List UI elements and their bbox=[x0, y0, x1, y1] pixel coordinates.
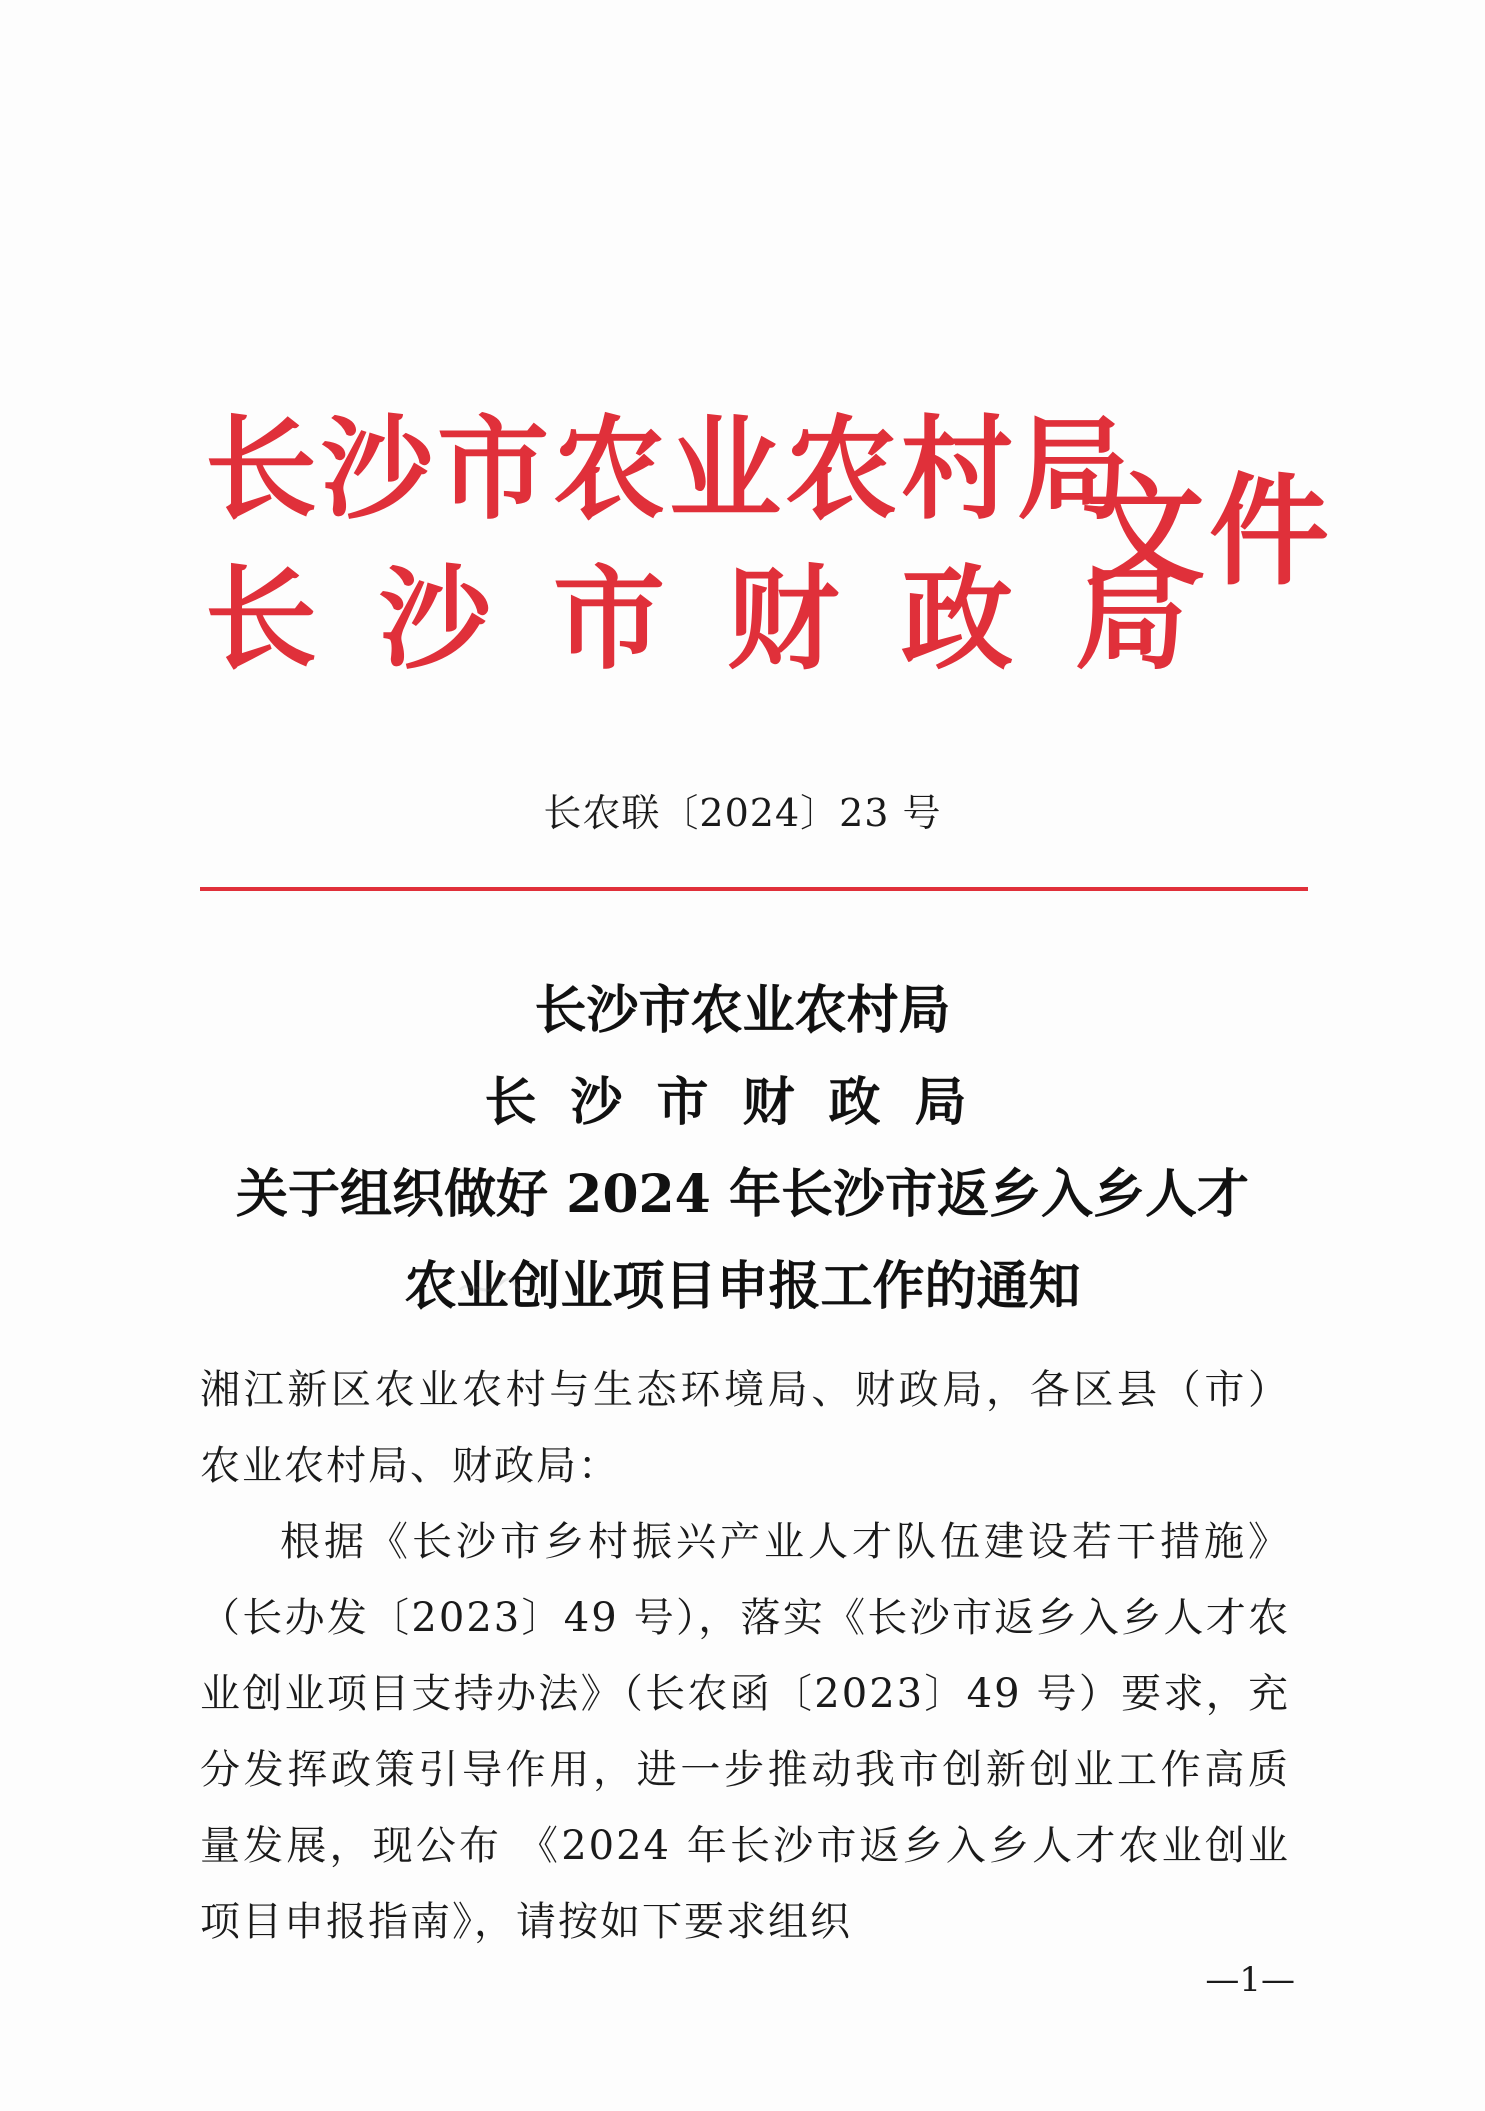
title-issuer-finance: 长沙市财政局 bbox=[484, 1072, 1001, 1133]
masthead-issuer-agriculture: 长沙市农业农村局 bbox=[205, 404, 1133, 535]
page-number: —1— bbox=[1205, 1960, 1295, 2000]
masthead-issuer-finance: 长沙市财政局 bbox=[205, 554, 1249, 685]
document-title bbox=[0, 965, 1485, 1333]
body-paragraph-1: 根据《长沙市乡村振兴产业人才队伍建设若干措施》（长办发〔2023〕49 号），落实《长沙市返乡入乡人才农业创业项目支持办法》（长农函〔2023〕49 号）要求，充分发挥政策引导作用，进一步推动我市创新创业工作高质量发展，现公布 《2024 年长沙市返乡入乡人才农业创业项目申报指南》，请按如下要求组织 bbox=[200, 1519, 1290, 1945]
title-subject-line2: 农业创业项目申报工作的通知 bbox=[404, 1256, 1081, 1317]
masthead-suffix: 文件 bbox=[1085, 461, 1333, 602]
title-subject-line1: 关于组织做好 2024 年长沙市返乡入乡人才 bbox=[236, 1164, 1249, 1225]
recipients-paragraph: 湘江新区农业农村与生态环境局、财政局，各区县（市）农业农村局、财政局： bbox=[200, 1367, 1290, 1489]
scan-smudge bbox=[455, 1270, 525, 1310]
document-body bbox=[200, 1352, 1290, 1960]
document-number: 长农联〔2024〕23 号 bbox=[543, 791, 942, 835]
red-masthead bbox=[205, 395, 1333, 695]
red-divider-line bbox=[200, 887, 1308, 891]
title-issuer-agriculture: 长沙市农业农村局 bbox=[534, 980, 951, 1041]
